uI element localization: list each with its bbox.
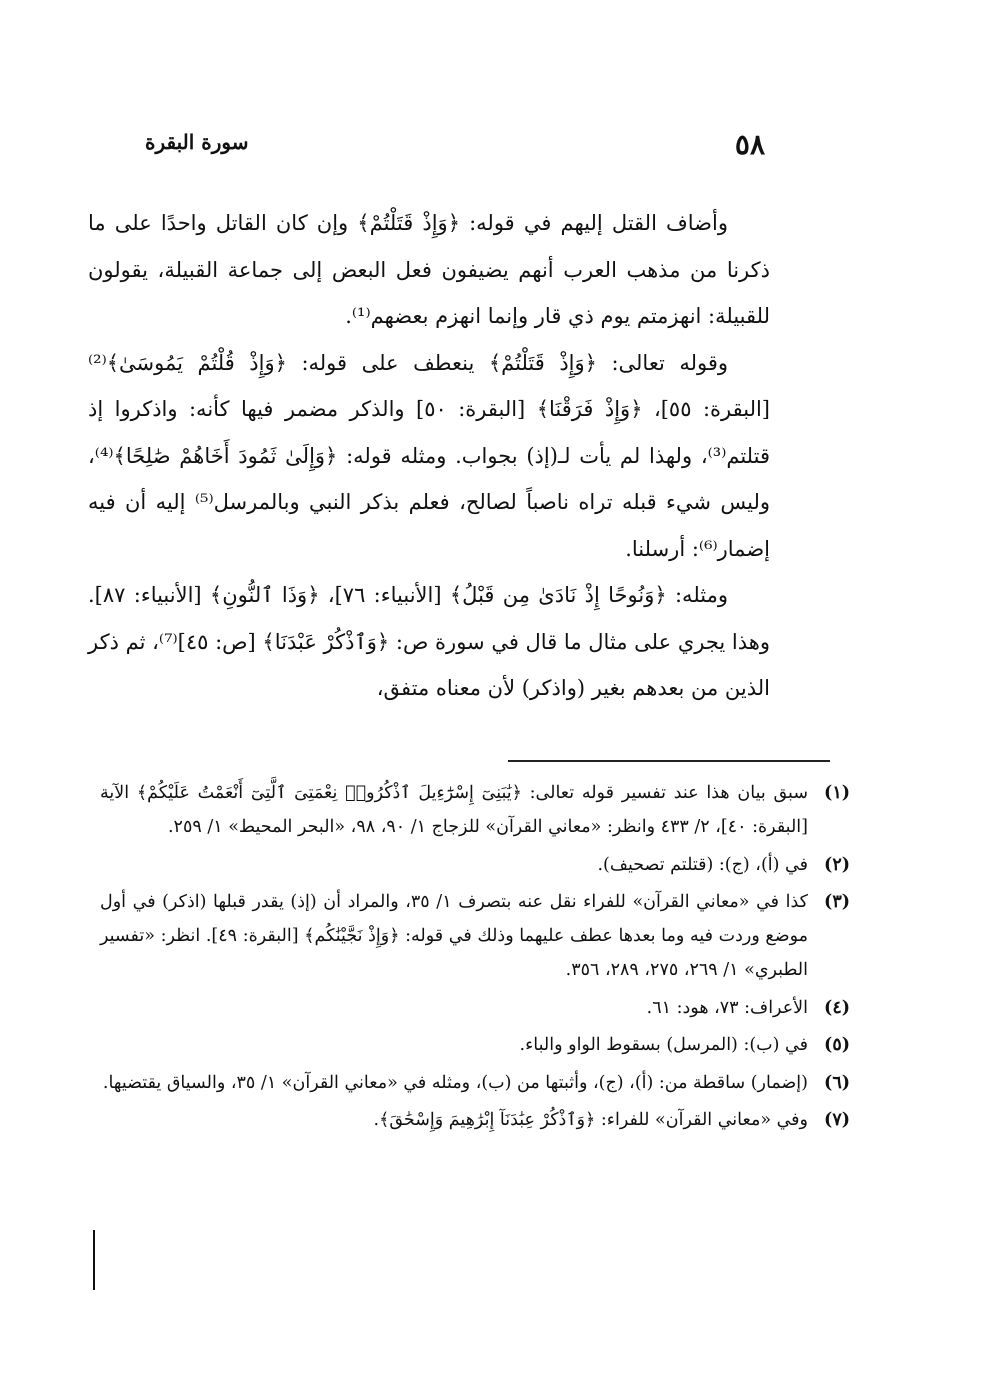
footnote-number: (٦) xyxy=(824,1072,850,1093)
footnote-divider xyxy=(508,760,830,762)
main-text xyxy=(88,200,770,712)
footnote-item xyxy=(100,1066,850,1100)
footnote-text: في (ب): (المرسل) بسقوط الواو والباء. xyxy=(519,1035,808,1055)
footnote-item xyxy=(100,776,850,844)
footnote-text: وفي «معاني القرآن» للفراء: ﴿وَٱذْكُرْ عِبَٰدَنَآ إِبْرَٰهِيمَ وَإِسْحَٰقَ﴾. xyxy=(373,1110,808,1130)
footnote-item xyxy=(100,848,850,882)
footnote-item xyxy=(100,885,850,987)
calligraphy-logo xyxy=(8,1228,100,1358)
footnote-text: كذا في «معاني القرآن» للفراء نقل عنه بتصرف ١/ ٣٥، والمراد أن (إذ) يقدر قبلها (اذكر) في أول موضع وردت فيه وما بعدها عطف عليهما وذلك في قوله: ﴿وَإِذْ نَجَّيْنَٰكُم﴾ [البقرة: ٤٩]. انظر: «تفسير الطبري» ١/ ٢٦٩، ٢٧٥، ٢٨٩، ٣٥٦. xyxy=(100,892,808,980)
footnote-number: (٤) xyxy=(824,997,850,1018)
footnote-item xyxy=(100,1028,850,1062)
footnote-number: (٢) xyxy=(824,854,850,875)
footnote-item xyxy=(100,1103,850,1137)
paragraph: ومثله: ﴿وَنُوحًا إِذْ نَادَىٰ مِن قَبْلُ﴾ [الأنبياء: ٧٦]، ﴿وَذَا ٱلنُّونِ﴾ [الأنبياء: ٨٧]. وهذا يجري على مثال ما قال في سورة ص: ﴿وَٱذْكُرْ عَبْدَنَا﴾ [ص: ٤٥]⁽⁷⁾، ثم ذكر الذين من بعدهم بغير (واذكر) لأن معناه متفق، xyxy=(88,583,771,700)
footnote-text: في (أ)، (ج): (قتلتم تصحيف). xyxy=(597,854,808,875)
footnote-number: (٣) xyxy=(824,892,850,912)
page-header xyxy=(145,128,765,168)
paragraph: وأضاف القتل إليهم في قوله: ﴿وَإِذْ قَتَلْتُمْ﴾ وإن كان القاتل واحدًا على ما ذكرنا من مذهب العرب أنهم يضيفون فعل البعض إلى جماعة القبيلة، يقولون للقبيلة: انهزمتم يوم ذي قار وإنما انهزم بعضهم⁽¹⁾. xyxy=(88,211,770,328)
paragraph: وقوله تعالى: ﴿وَإِذْ قَتَلْتُمْ﴾ ينعطف على قوله: ﴿وَإِذْ قُلْتُمْ يَمُوسَىٰ﴾⁽²⁾ [البقرة: ٥٥]، ﴿وَإِذْ فَرَقْنَا﴾ [البقرة: ٥٠] والذكر مضمر فيها كأنه: واذكروا إذ قتلتم⁽³⁾، ولهذا لم يأت لـ(إذ) بجواب. ومثله قوله: ﴿وَإِلَىٰ ثَمُودَ أَخَاهُمْ صَٰلِحًا﴾⁽⁴⁾، وليس شيء قبله تراه ناصباً لصالح، فعلم بذكر النبي وبالمرسل⁽⁵⁾ إليه أن فيه إضمار⁽⁶⁾: أرسلنا. xyxy=(88,350,770,561)
footnote-text: الأعراف: ٧٣، هود: ٦١. xyxy=(646,997,808,1018)
footnote-number: (٧) xyxy=(824,1110,850,1130)
footnote-item xyxy=(100,991,850,1025)
footnote-text: (إضمار) ساقطة من: (أ)، (ج)، وأثبتها من (ب)، ومثله في «معاني القرآن» ١/ ٣٥، والسياق يقتضيها. xyxy=(102,1072,808,1093)
page-number: ٥٨ xyxy=(734,128,765,161)
sura-title: سورة البقرة xyxy=(145,130,249,154)
footnote-number: (١) xyxy=(824,783,850,803)
footnote-number: (٥) xyxy=(824,1035,850,1055)
footnotes xyxy=(100,776,850,1141)
footnote-text: سبق بيان هذا عند تفسير قوله تعالى: ﴿يَٰبَنِىٓ إِسْرَٰٓءِيلَ ٱذْكُرُوا۟ نِعْمَتِىَ ٱلَّتِىٓ أَنْعَمْتُ عَلَيْكُمْ﴾ الآية [البقرة: ٤٠]، ٢/ ٤٣٣ وانظر: «معاني القرآن» للزجاج ١/ ٩٠، ٩٨، «البحر المحيط» ١/ ٢٥٩. xyxy=(100,783,808,837)
